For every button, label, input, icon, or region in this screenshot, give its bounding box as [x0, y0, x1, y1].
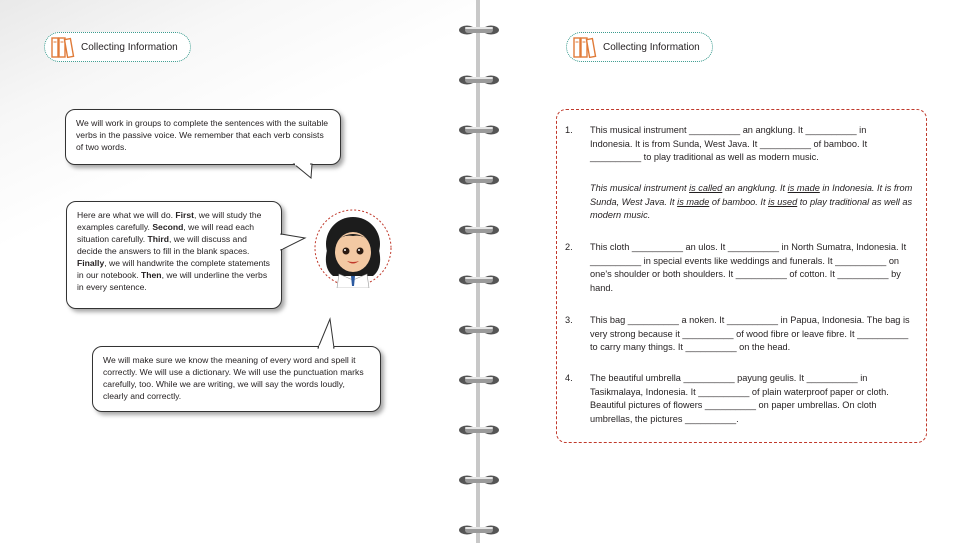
- collecting-information-badge-left: [44, 32, 191, 62]
- bubble-2-bold: Third: [147, 234, 170, 244]
- model-verb: is made: [677, 196, 710, 207]
- student-avatar: [313, 208, 393, 288]
- item-number: 4.: [565, 373, 573, 383]
- model-verb: is used: [768, 196, 798, 207]
- books-icon: [573, 36, 597, 58]
- badge-label: Collecting Information: [81, 41, 178, 53]
- bubble-2-bold: First: [175, 210, 195, 220]
- model-text: to play traditional as well as modern music.: [590, 196, 913, 220]
- model-verb: is made: [787, 183, 820, 193]
- speech-bubble-3: [92, 346, 381, 412]
- collecting-information-badge-right: [566, 32, 713, 62]
- item-text: This cloth __________ an ulos. It __________ in North Sumatra, Indonesia. It __________ in special events like weddings and funerals. It __________ on one's shoulder or both shoulders. It __________ of cotton. It __________ by hand.: [590, 242, 907, 293]
- item-number: 3.: [565, 315, 573, 325]
- bubble-2-bold: Then: [141, 270, 162, 280]
- bubble-2-bold: Finally: [77, 258, 105, 268]
- bubble-1-tail: [290, 150, 320, 180]
- bubble-1-text: We will work in groups to complete the sentences with the suitable verbs in the passive voice. We remember that each verb consists of two words.: [76, 118, 329, 152]
- bubble-2-tail: [275, 230, 307, 254]
- bubble-2-text: Here are what we will do.: [77, 210, 176, 220]
- bubble-2-bold: Second: [152, 222, 184, 232]
- badge-label: Collecting Information: [603, 41, 700, 53]
- model-text: in Indonesia. It is from Sunda, West Java. It: [590, 183, 913, 207]
- model-text: This musical instrument: [590, 183, 690, 193]
- item-text: The beautiful umbrella __________ payung geulis. It __________ in Tasikmalaya, Indonesia. It __________ of plain waterproof paper or cloth. Beautiful pictures of flowers __________ on paper umbrellas. On cloth umbrellas, the pictures __________.: [590, 373, 889, 424]
- item-number: 1.: [565, 125, 573, 135]
- item-text: This musical instrument __________ an angklung. It __________ in Indonesia. It is from Sunda, West Java. It __________ of bamboo. It __________ to play traditional as well as modern music.: [590, 125, 868, 162]
- item-number: 2.: [565, 242, 573, 252]
- bubble-2-text: , we will handwrite the complete statements in our notebook.: [77, 258, 270, 280]
- bubble-3-text: We will make sure we know the meaning of every word and spell it correctly. We will use a dictionary. We will use the punctuation marks carefully, too. While we are writing, we will say the words loudly, clearly and correctly.: [103, 355, 364, 401]
- bubble-2-text: , we will study the examples carefully.: [77, 210, 262, 232]
- bubble-2-text: , we will underline the verbs in every sentence.: [77, 270, 268, 292]
- model-verb: is called: [689, 183, 723, 193]
- bubble-3-tail: [310, 318, 340, 350]
- model-text: of bamboo. It: [709, 196, 769, 207]
- model-answer: [590, 182, 925, 223]
- bubble-2-text: , we will discuss and decide the answers to fill in the blank spaces.: [77, 234, 250, 256]
- speech-bubble-2: [66, 201, 282, 309]
- books-icon: [51, 36, 75, 58]
- model-text: an angklung. It: [722, 183, 788, 193]
- bubble-2-text: , we will read each situation carefully.: [77, 222, 255, 244]
- spiral-binding: [453, 0, 505, 543]
- item-text: This bag __________ a noken. It __________ in Papua, Indonesia. The bag is very strong because it __________ of wood fibre or leave fibre. It __________ to carry many things. It __________ on the head.: [590, 315, 910, 352]
